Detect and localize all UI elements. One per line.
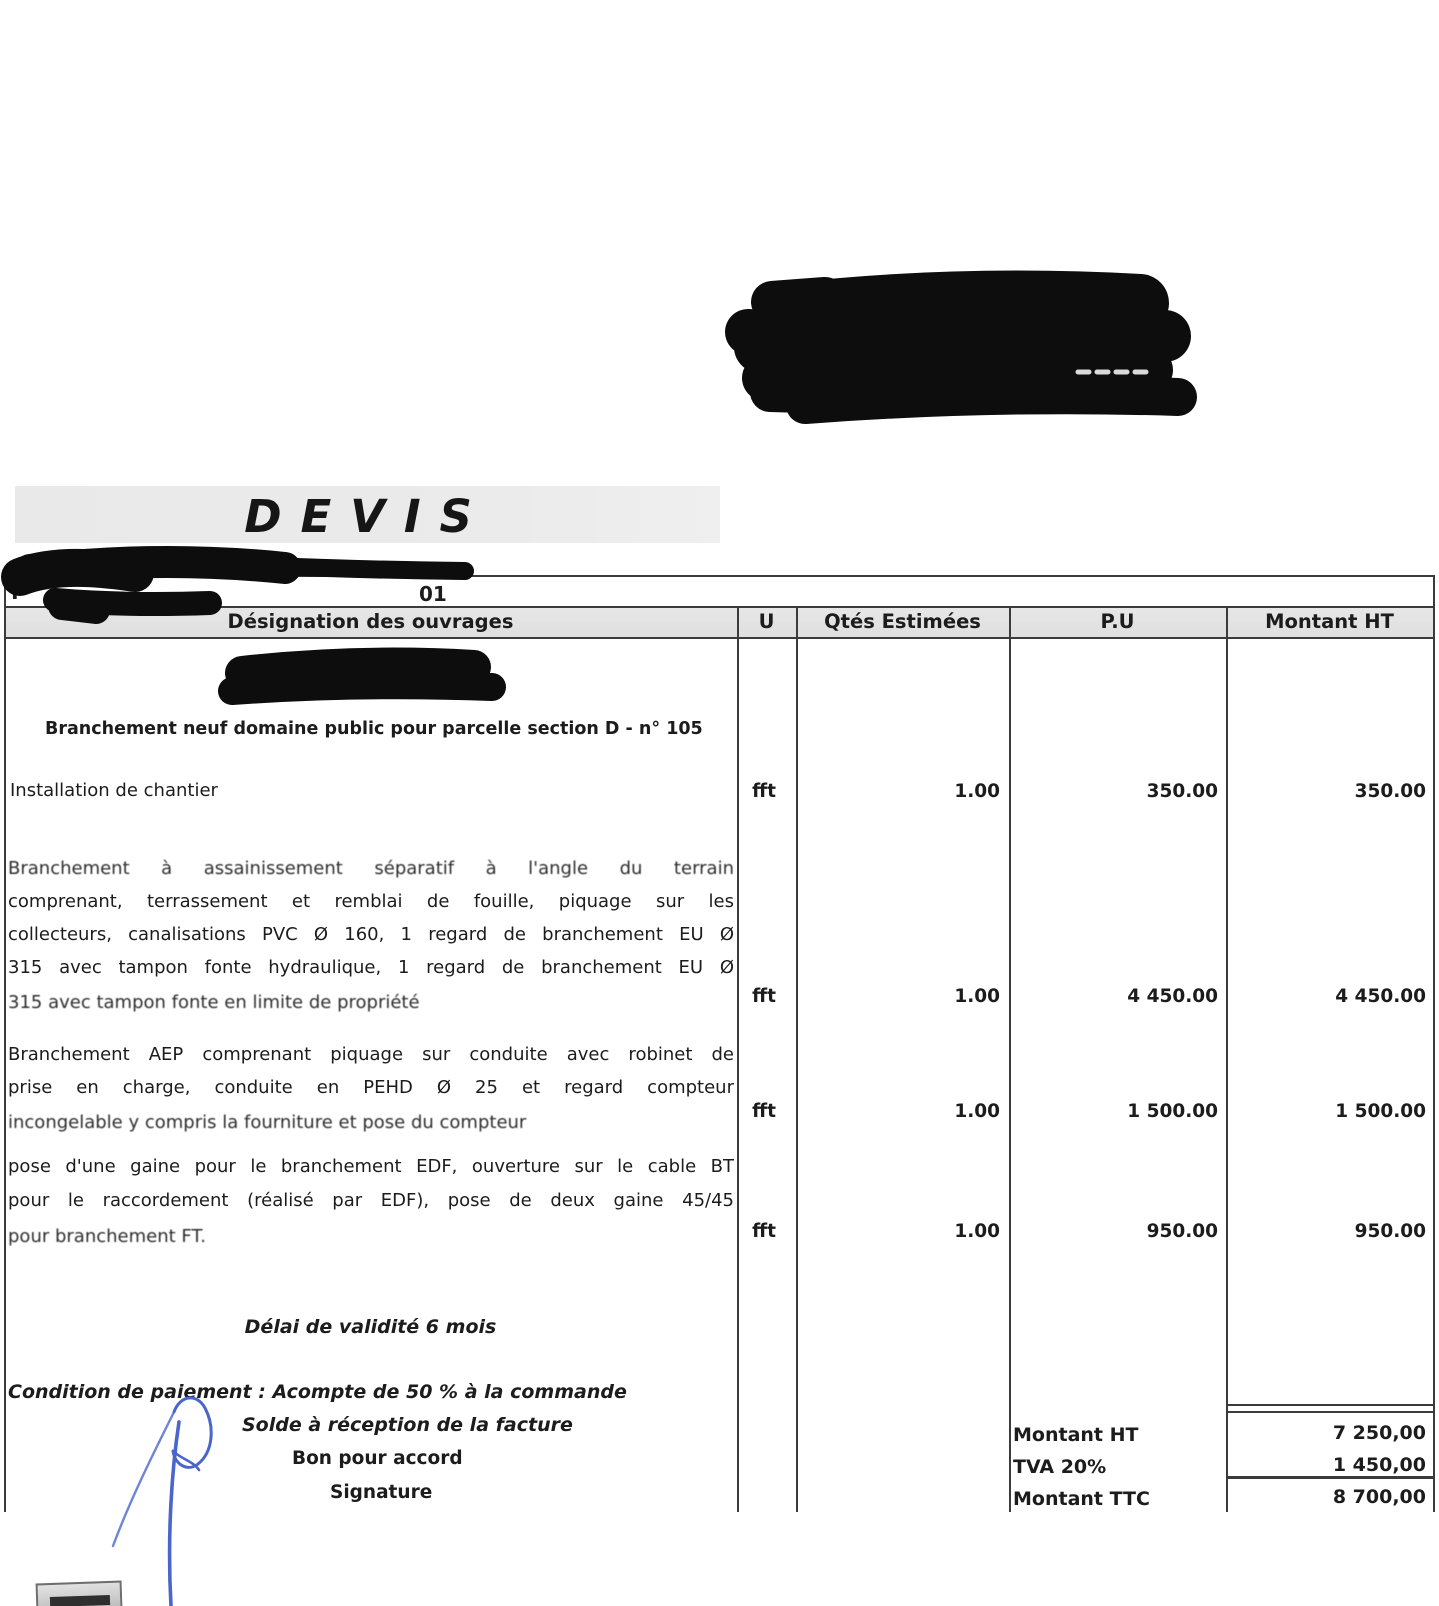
column-header-qty: Qtés Estimées [824,610,981,633]
column-header-unit: U [758,610,775,633]
table-border-line [4,575,6,1512]
table-border-line [1009,606,1011,1512]
validity-note: Délai de validité 6 mois [244,1316,497,1338]
item-qty: 1.00 [954,781,1000,802]
item-amount: 350.00 [1354,781,1426,802]
item-amount: 1 500.00 [1335,1101,1426,1122]
item-description-line: Branchement AEP comprenant piquage sur conduite avec robinet de [8,1044,734,1065]
item-description-line: Branchement à assainissement séparatif à l'angle du terrain [8,858,734,879]
item-unit-price: 1 500.00 [1127,1101,1218,1122]
signature-scribble [113,1398,211,1606]
item-amount: 950.00 [1354,1221,1426,1242]
item-unit-price: 350.00 [1146,781,1218,802]
bottom-left-cutoff-shape-dark [50,1595,110,1606]
item-qty: 1.00 [954,1221,1000,1242]
page-title: DEVIS [244,490,491,543]
item-description-line: collecteurs, canalisations PVC Ø 160, 1 regard de branchement EU Ø [8,924,734,945]
table-border-line [796,606,798,1512]
column-header-amount: Montant HT [1265,610,1394,633]
redaction-date-scribble [20,562,465,610]
item-amount: 4 450.00 [1335,986,1426,1007]
total-tva-value: 1 450,00 [1332,1454,1426,1476]
table-border-line [4,575,1435,577]
item-description-line: comprenant, terrassement et remblai de fouille, piquage sur les [8,891,734,912]
payment-condition-line: Solde à réception de la facture [242,1414,573,1436]
item-unit: fft [752,986,776,1007]
totals-box-line [1226,1411,1435,1413]
item-unit: fft [752,1101,776,1122]
total-ttc-label: Montant TTC [1013,1488,1150,1510]
table-border-line [1433,575,1435,1512]
dateline-fragment-left: T [8,580,22,604]
total-ht-value: 7 250,00 [1332,1422,1426,1444]
dateline-fragment-right: 01 [419,582,447,606]
total-ht-label: Montant HT [1013,1424,1139,1446]
item-description-line: 315 avec tampon fonte en limite de propriété [8,992,420,1013]
signature-label: Signature [330,1482,433,1503]
item-description-line: incongelable y compris la fourniture et pose du compteur [8,1112,527,1133]
item-qty: 1.00 [954,986,1000,1007]
item-qty: 1.00 [954,1101,1000,1122]
item-description-line: 315 avec tampon fonte hydraulique, 1 regard de branchement EU Ø [8,957,734,978]
item-unit-price: 4 450.00 [1127,986,1218,1007]
table-border-line [737,606,739,1512]
item-description-line: prise en charge, conduite en PEHD Ø 25 et regard compteur [8,1077,734,1098]
redaction-body-scribble [232,665,492,691]
payment-condition-line: Condition de paiement : Acompte de 50 % à la commande [8,1381,627,1403]
item-description-line: pour le raccordement (réalisé par EDF), pose de deux gaine 45/45 [8,1190,734,1211]
column-header-unit-price: P.U [1100,610,1135,633]
item-unit-price: 950.00 [1146,1221,1218,1242]
total-ttc-value: 8 700,00 [1332,1486,1426,1508]
redaction-top-scribble [748,298,1178,405]
column-header-designation: Désignation des ouvrages [227,610,514,633]
totals-box-line [1226,1404,1435,1406]
total-tva-label: TVA 20% [1013,1456,1107,1478]
item-description-line: pose d'une gaine pour le branchement EDF, ouverture sur le cable BT [8,1156,734,1177]
table-border-line [4,637,1435,639]
section-title: Branchement neuf domaine public pour parcelle section D - n° 105 [45,719,703,739]
item-description-line: pour branchement FT. [8,1226,207,1247]
item-unit: fft [752,1221,776,1242]
payment-approval-label: Bon pour accord [292,1448,463,1469]
item-unit: fft [752,781,776,802]
table-border-line [4,606,1435,608]
table-border-line [1226,606,1228,1512]
item-description: Installation de chantier [10,780,218,801]
